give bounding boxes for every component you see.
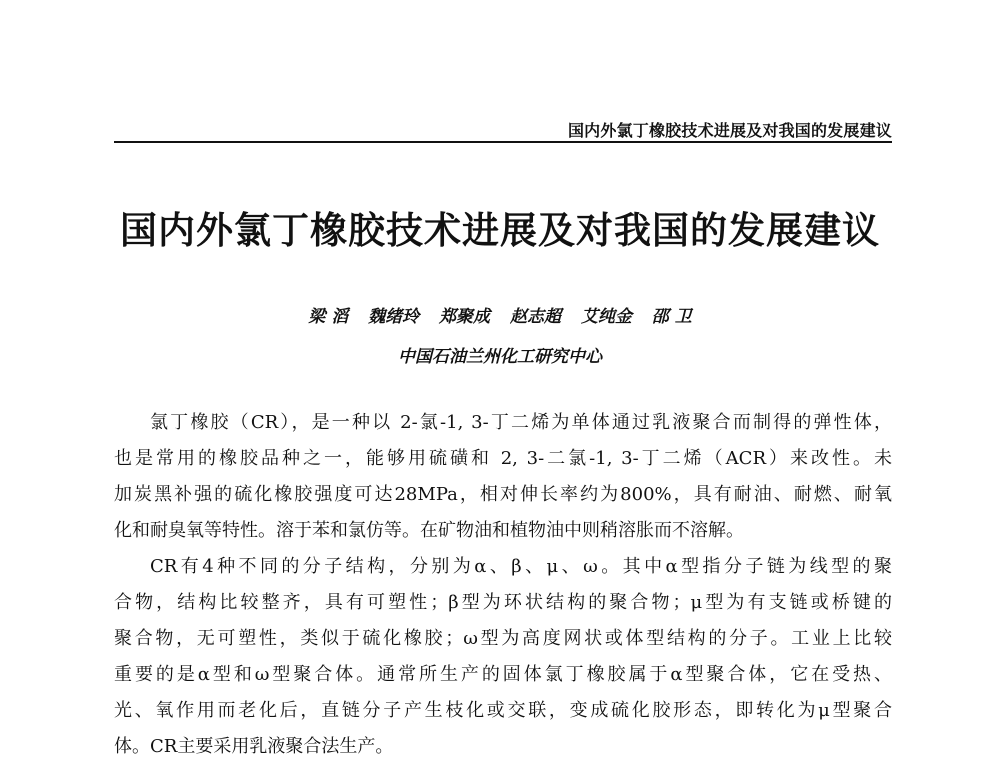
body-line: 也是常用的橡胶品种之一，能够用硫磺和 2, 3-二氯-1, 3-丁二烯（ACR）来改性。未 — [114, 448, 892, 469]
body-line: 氯丁橡胶（CR），是一种以 2-氯-1, 3-丁二烯为单体通过乳液聚合而制得的弹性体， — [150, 412, 892, 433]
body-line: 聚合物，无可塑性，类似于硫化橡胶；ω型为高度网状或体型结构的分子。工业上比较 — [114, 628, 892, 649]
body-line: 体。CR主要采用乳液聚合法生产。 — [114, 736, 394, 757]
body-line: 加炭黑补强的硫化橡胶强度可达28MPa，相对伸长率约为800%，具有耐油、耐燃、耐氧 — [114, 484, 892, 505]
affiliation: 中国石油兰州化工研究中心 — [398, 347, 602, 367]
body-text — [114, 405, 892, 765]
header-rule — [114, 141, 892, 143]
article-title: 国内外氯丁橡胶技术进展及对我国的发展建议 — [120, 208, 880, 252]
author: 邵 卫 — [651, 307, 692, 327]
body-line: 化和耐臭氧等特性。溶于苯和氯仿等。在矿物油和植物油中则稍溶胀而不溶解。 — [114, 520, 744, 541]
author-list — [0, 302, 1000, 327]
author: 郑聚成 — [439, 307, 491, 327]
body-line: 合物，结构比较整齐，具有可塑性；β型为环状结构的聚合物；μ型为有支链或桥键的 — [114, 592, 892, 613]
body-line: 重要的是α型和ω型聚合体。通常所生产的固体氯丁橡胶属于α型聚合体，它在受热、 — [114, 664, 892, 685]
author: 魏绪玲 — [368, 307, 420, 327]
running-header: 国内外氯丁橡胶技术进展及对我国的发展建议 — [567, 121, 892, 140]
author: 赵志超 — [509, 307, 561, 327]
author: 艾纯金 — [580, 307, 632, 327]
body-line: CR有4种不同的分子结构，分别为α、β、μ、ω。其中α型指分子链为线型的聚 — [150, 556, 892, 577]
author: 梁 滔 — [308, 307, 349, 327]
body-line: 光、氧作用而老化后，直链分子产生枝化或交联，变成硫化胶形态，即转化为μ型聚合 — [114, 700, 892, 721]
